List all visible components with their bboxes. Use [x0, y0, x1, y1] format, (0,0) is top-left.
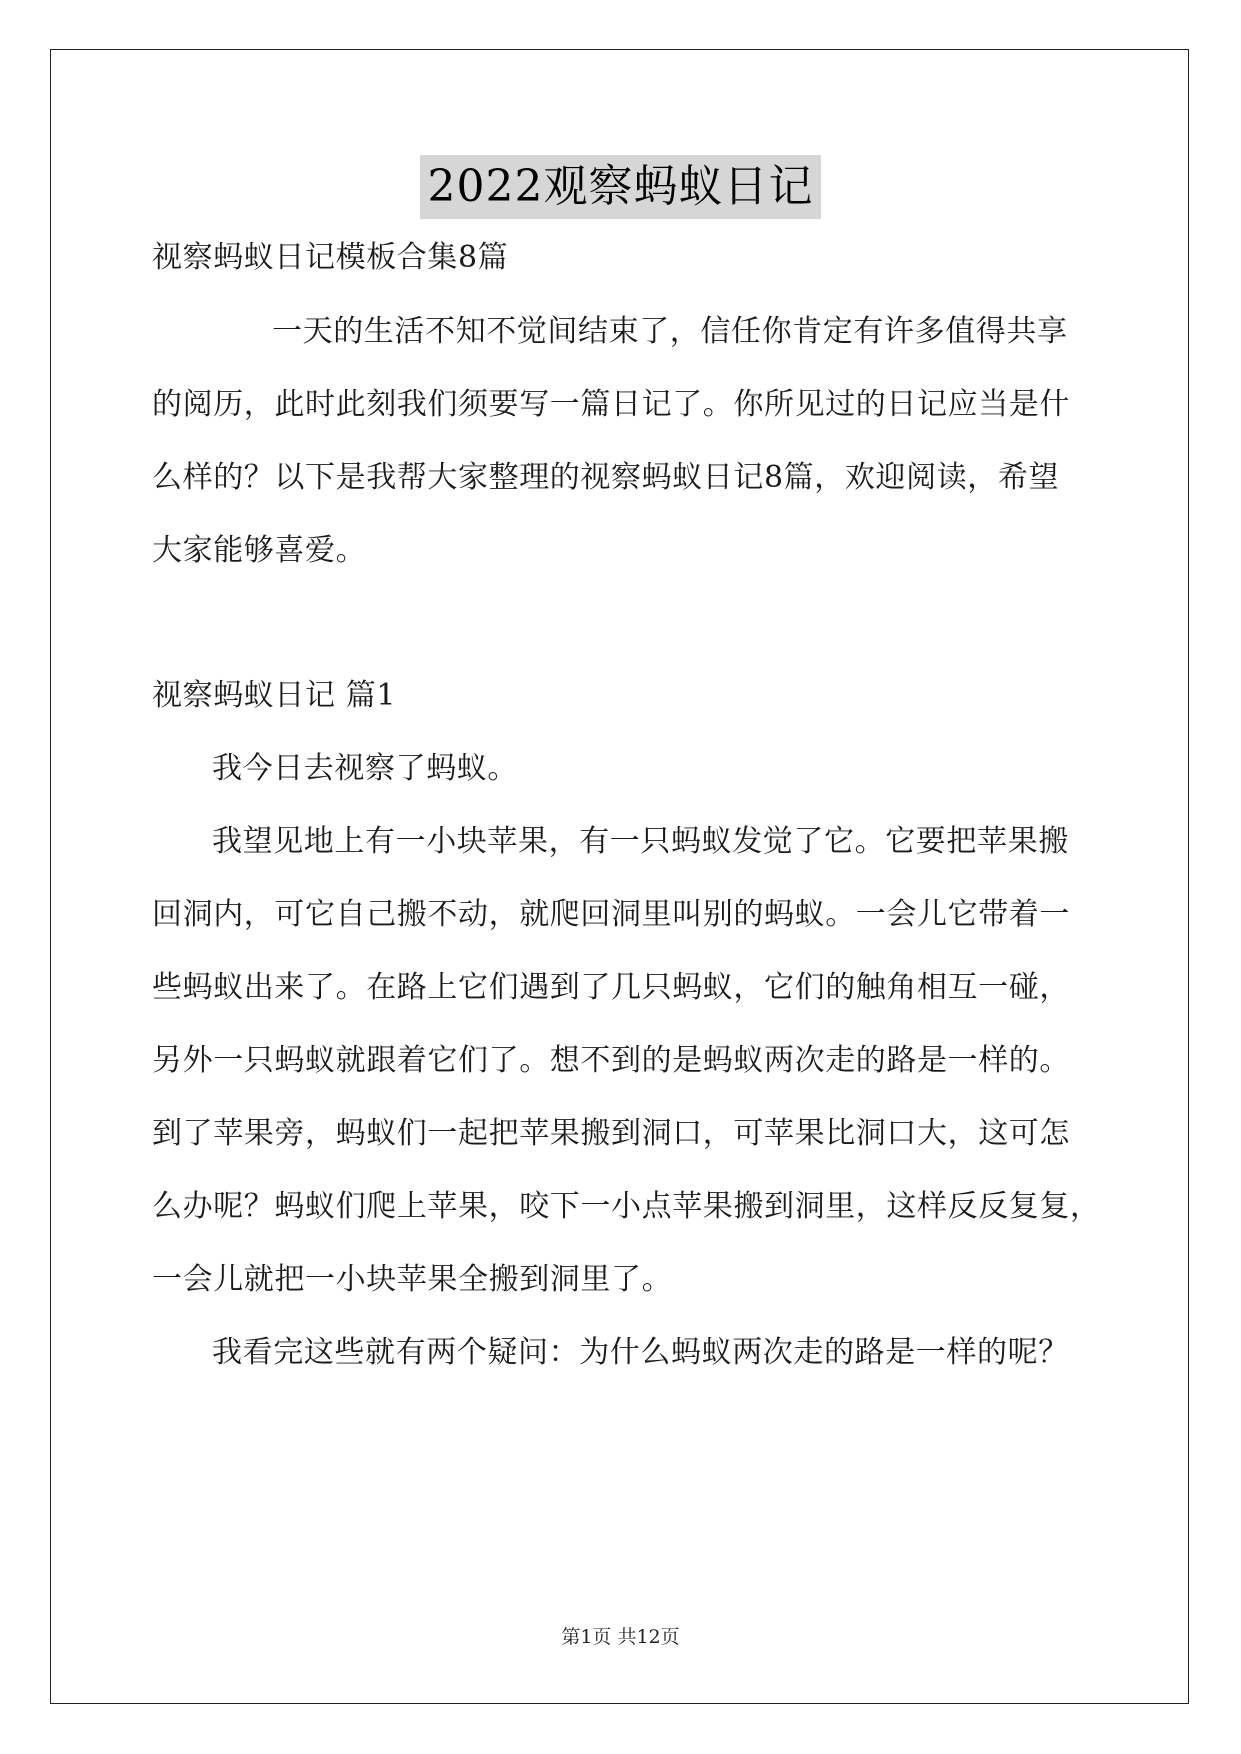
intro-line-4: 大家能够喜爱。	[152, 533, 367, 568]
body-line-8: 一会儿就把一小块苹果全搬到洞里了。	[152, 1262, 673, 1297]
title-container	[0, 155, 1241, 219]
section-heading: 视察蚂蚁日记 篇1	[152, 678, 397, 713]
body-line-2: 我望见地上有一小块苹果，有一只蚂蚁发觉了它。它要把苹果搬	[212, 824, 1069, 859]
intro-line-3: 么样的？以下是我帮大家整理的视察蚂蚁日记8篇，欢迎阅读，希望	[152, 460, 1060, 495]
document-title: 2022观察蚂蚁日记	[420, 155, 822, 219]
body-line-7: 么办呢？蚂蚁们爬上苹果，咬下一小点苹果搬到洞里，这样反反复复，	[152, 1189, 1101, 1224]
body-line-9: 我看完这些就有两个疑问：为什么蚂蚁两次走的路是一样的呢？	[212, 1335, 1069, 1370]
intro-line-1: 一天的生活不知不觉间结束了，信任你肯定有许多值得共享	[272, 314, 1068, 349]
page-number-footer: 第1页 共12页	[561, 1626, 680, 1648]
document-subtitle: 视察蚂蚁日记模板合集8篇	[152, 240, 509, 275]
body-line-3: 回洞内，可它自己搬不动，就爬回洞里叫别的蚂蚁。一会儿它带着一	[152, 897, 1070, 932]
page-border	[50, 49, 1189, 1704]
body-line-1: 我今日去视察了蚂蚁。	[212, 751, 518, 786]
body-line-6: 到了苹果旁，蚂蚁们一起把苹果搬到洞口，可苹果比洞口大，这可怎	[152, 1116, 1070, 1151]
body-line-5: 另外一只蚂蚁就跟着它们了。想不到的是蚂蚁两次走的路是一样的。	[152, 1043, 1070, 1078]
intro-line-2: 的阅历，此时此刻我们须要写一篇日记了。你所见过的日记应当是什	[152, 387, 1070, 422]
body-line-4: 些蚂蚁出来了。在路上它们遇到了几只蚂蚁，它们的触角相互一碰，	[152, 970, 1070, 1005]
